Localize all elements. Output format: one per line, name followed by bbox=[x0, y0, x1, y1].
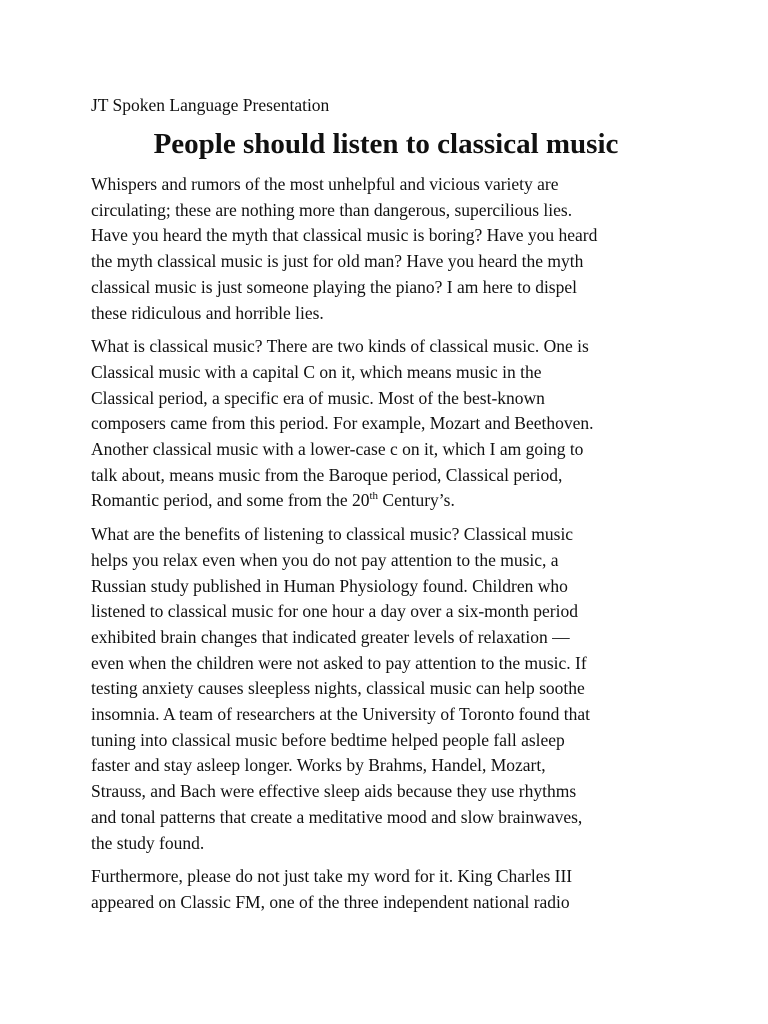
document-body bbox=[91, 94, 681, 924]
paragraph-line: exhibited brain changes that indicated greater levels of relaxation — bbox=[91, 626, 570, 647]
line-text: Century’s. bbox=[378, 490, 455, 511]
paragraph-line: the study found. bbox=[91, 832, 205, 853]
paragraph-line: What is classical music? There are two kinds of classical music. One is bbox=[91, 336, 589, 357]
paragraph-line: listened to classical music for one hour a day over a six-month period bbox=[91, 601, 578, 622]
paragraph-line: Classical period, a specific era of music. Most of the best-known bbox=[91, 387, 545, 408]
paragraph-line: these ridiculous and horrible lies. bbox=[91, 302, 324, 323]
paragraph-line: Strauss, and Bach were effective sleep aids because they use rhythms bbox=[91, 781, 577, 802]
paragraph-line: Have you heard the myth that classical music is boring? Have you heard bbox=[91, 225, 598, 246]
paragraph-line: Russian study published in Human Physiology found. Children who bbox=[91, 575, 568, 596]
paragraph-line: circulating; these are nothing more than dangerous, supercilious lies. bbox=[91, 199, 573, 220]
paragraph-line: Furthermore, please do not just take my word for it. King Charles III bbox=[91, 866, 573, 887]
paragraph-endorsement bbox=[91, 864, 681, 915]
paragraph-line: the myth classical music is just for old man? Have you heard the myth bbox=[91, 251, 584, 272]
paragraph-definition bbox=[91, 334, 681, 514]
paragraph-line: even when the children were not asked to pay attention to the music. If bbox=[91, 652, 587, 673]
paragraph-line: What are the benefits of listening to classical music? Classical music bbox=[91, 524, 574, 545]
paragraph-line: composers came from this period. For example, Mozart and Beethoven. bbox=[91, 413, 594, 434]
paragraph-line: classical music is just someone playing the piano? I am here to dispel bbox=[91, 276, 577, 297]
document-title: People should listen to classical music bbox=[153, 128, 619, 160]
paragraph-line: testing anxiety causes sleepless nights, classical music can help soothe bbox=[91, 678, 585, 699]
paragraph-line: appeared on Classic FM, one of the three independent national radio bbox=[91, 891, 570, 912]
paragraph-line: Classical music with a capital C on it, which means music in the bbox=[91, 361, 542, 382]
paragraph-line: talk about, means music from the Baroque period, Classical period, bbox=[91, 464, 563, 485]
paragraph-line: and tonal patterns that create a meditative mood and slow brainwaves, bbox=[91, 806, 583, 827]
line-text: Romantic period, and some from the 20 bbox=[91, 490, 370, 511]
paragraph-line: helps you relax even when you do not pay attention to the music, a bbox=[91, 549, 559, 570]
paragraph-line bbox=[91, 488, 681, 514]
paragraph-line: faster and stay asleep longer. Works by Brahms, Handel, Mozart, bbox=[91, 755, 546, 776]
paragraph-line: insomnia. A team of researchers at the University of Toronto found that bbox=[91, 704, 591, 725]
ordinal-superscript: th bbox=[369, 490, 379, 503]
document-header: JT Spoken Language Presentation bbox=[91, 95, 330, 115]
paragraph-intro bbox=[91, 172, 681, 326]
paragraph-line: Another classical music with a lower-case c on it, which I am going to bbox=[91, 439, 584, 460]
paragraph-line: Whispers and rumors of the most unhelpful and vicious variety are bbox=[91, 174, 559, 194]
paragraph-line: tuning into classical music before bedtime helped people fall asleep bbox=[91, 729, 565, 750]
paragraph-benefits bbox=[91, 522, 681, 856]
